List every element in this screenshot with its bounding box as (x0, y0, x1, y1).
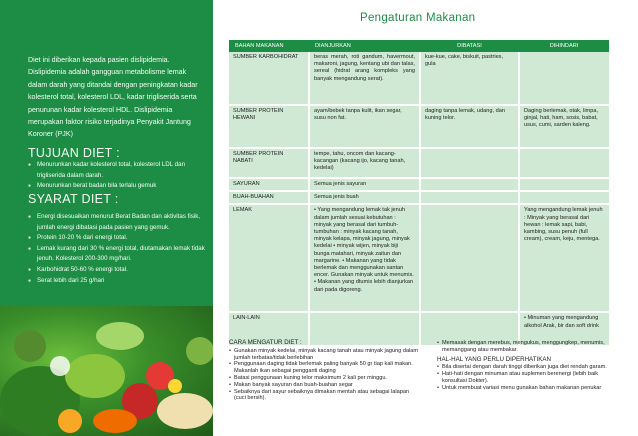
cell-dihindari: • Minuman yang mengandung alkohol Arak, bir dan soft drink (519, 312, 609, 346)
list-item: ● Serat lebih dari 25 g/hari (28, 276, 208, 287)
cell-dihindari (519, 148, 609, 178)
cell-dihindari (519, 191, 609, 204)
cell-bahan: LAIN-LAIN (229, 312, 309, 346)
page-title: Pengaturan Makanan (360, 12, 476, 24)
hal-title: HAL-HAL YANG PERLU DIPERHATIKAN (437, 355, 551, 363)
cell-bahan: SUMBER PROTEIN NABATI (229, 148, 309, 178)
cara-list-continued (437, 340, 617, 354)
cell-dianjurkan: beras merah, roti gandum, havermout, makaroni, jagung, kentang ubi dan talas, sereal (hidrat arang kompleks yang banyak mengandung serat). (309, 52, 420, 105)
cell-dianjurkan: • Yang mengandung lemak tak jenuh dalam jumlah sesuai kebutuhan : minyak yang berasal dari tumbuh-tumbuhan : minyak kacang tanah, minyak kelapa, minyak jagung, minyak kedelai • minyak wijen, minyak biji bunga matahari, minyak zaitun dan margarine. • Makanan yang tidak berlemak dan menggunakan santan encer. Gunakan minyak untuk menumis. • Makanan yang dtumis lebih dianjurkan dari pada digoreng. (309, 204, 420, 312)
list-item: ● Menurunkan berat badan bila terlalu gemuk (28, 181, 208, 192)
syarat-title: SYARAT DIET : (28, 192, 119, 206)
food-table (229, 40, 609, 347)
cara-title: CARA MENGATUR DIET : (229, 339, 302, 346)
list-item: • Sebaiknya dari sayur sebaiknya dimakan mentah atau sebagai lalapan (cuci bersih). (229, 389, 419, 403)
cell-dibatasi: daging tanpa lemak, udang, dan kuning telor. (420, 105, 519, 148)
table-row (229, 148, 609, 178)
table-row (229, 105, 609, 148)
cell-dibatasi (420, 148, 519, 178)
vegetables-illustration (0, 306, 213, 436)
hal-hal-diperhatikan (437, 340, 617, 392)
cell-dianjurkan: tempe, tahu, oncom dan kacang-kacangan (kacang ijo, kacang tanah, kedelai) (309, 148, 420, 178)
table-row (229, 52, 609, 105)
table-header-row (229, 40, 609, 52)
list-item: • Batasi penggunaan kuning telor maksimum 2 kali per minggu. (229, 375, 419, 382)
header-dibatasi: DIBATASI (420, 40, 519, 52)
syarat-list (28, 212, 208, 286)
cell-bahan: SAYURAN (229, 178, 309, 191)
cell-dianjurkan: Semua jenis sayuran (309, 178, 420, 191)
list-item: ● Karbohidrat 50-60 % energi total. (28, 265, 208, 276)
left-panel (0, 0, 213, 436)
cara-mengatur-diet (229, 340, 419, 402)
table-row (229, 178, 609, 191)
vegetables-photo (0, 306, 213, 436)
list-item: ● Menurunkan kadar kolesterol total, kolesterol LDL dan trigliserida dalam darah. (28, 160, 208, 181)
tujuan-list (28, 160, 208, 192)
hal-list (437, 364, 617, 391)
cell-dihindari (519, 52, 609, 105)
cell-dibatasi (420, 204, 519, 312)
intro-text: Diet ini diberikan kepada pasien dislipidemia. Dislipidemia adalah gangguan metabolisme lemak dalam darah yang ditandai dengan peningkatan kadar kolesterol total, kolesterol LDL, kadar trigliserida serta penurunan kadar kolesterol HDL. Dislipidemia merupakan faktor risiko terjadinya Penyakit Jantung Koroner (PJK) (28, 56, 198, 139)
table-row (229, 204, 609, 312)
cell-dihindari: Daging berlemak, otak, limpa, ginjal, hati, ham, sosis, babat, usus, cumi, sarden kaleng. (519, 105, 609, 148)
header-dianjurkan: DIANJURKAN (309, 40, 420, 52)
cell-dibatasi: kue-kue, cake, biskuit, pastries, gula (420, 52, 519, 105)
list-item: • Bila disertai dengan darah tinggi diberikan juga diet rendah garam. (437, 364, 617, 371)
list-item: ● Protein 10-20 % dari energi total. (28, 233, 208, 244)
cell-bahan: SUMBER PROTEIN HEWANI (229, 105, 309, 148)
cell-dihindari (519, 178, 609, 191)
header-bahan: BAHAN MAKANAN (229, 40, 309, 52)
list-item: ● Energi disesuaikan menurut Berat Badan dan aktivitas fisik, jumlah energi dibatasi pada pasien yang gemuk. (28, 212, 208, 233)
list-item: • Makan banyak sayuran dan buah-buahan segar (229, 382, 419, 389)
cell-bahan: BUAH-BUAHAN (229, 191, 309, 204)
cell-dihindari: Yang mengandung lemak jenuh : Minyak yang berasal dari hewan : lemak sapi, babi, kambing, susu penuh (full cream), cream, keju, mentega. (519, 204, 609, 312)
cara-list (229, 348, 419, 402)
list-item: ● Lemak kurang dari 30 % energi total, diutamakan lemak tidak jenuh. Kolesterol 200-300 mg/hari. (28, 244, 208, 265)
cell-bahan: SUMBER KARBOHIDRAT (229, 52, 309, 105)
list-item: • Memasak dengan merebus, mengukus, menggungkep, menumis, memanggang atau membakar. (437, 340, 617, 354)
cell-dianjurkan: Semua jenis buah (309, 191, 420, 204)
header-dihindari: DIHINDARI (519, 40, 609, 52)
list-item: • Gunakan minyak kedelai, minyak kacang tanah atau minyak jagung dalam jumlah terbatas/tidak berlebihan (229, 348, 419, 362)
cell-dianjurkan: ayam/bebek tanpa kulit, ikan segar, susu non fat. (309, 105, 420, 148)
list-item: • Hati-hati dengan minuman atau suplemen berenergi (lebih baik konsultasi Dokter). (437, 371, 617, 385)
list-item: • Untuk membuat variasi menu gunakan bahan makanan penukar (437, 385, 617, 392)
cell-dibatasi (420, 191, 519, 204)
list-item: • Penggunaan daging tidak berlemak paling banyak 50 gr tiap kali makan. Makanlah ikan sebagai pengganti daging (229, 361, 419, 375)
tujuan-title: TUJUAN DIET : (28, 146, 120, 160)
cell-dibatasi (420, 178, 519, 191)
cell-bahan: LEMAK (229, 204, 309, 312)
table-row (229, 191, 609, 204)
